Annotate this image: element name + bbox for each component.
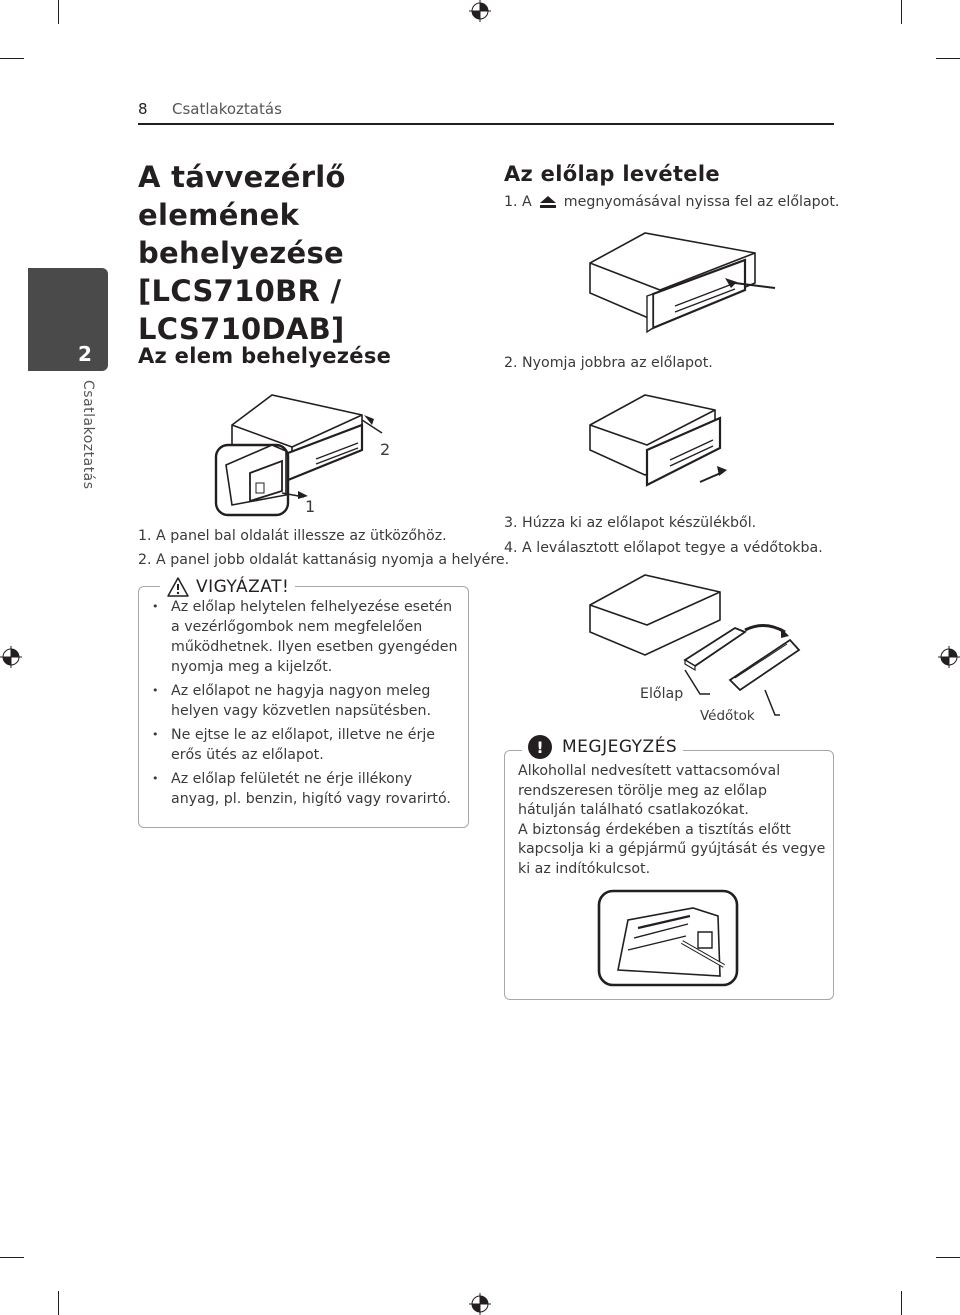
caution-title: VIGYÁZAT! bbox=[196, 577, 290, 597]
diagram-label-2: 2 bbox=[380, 440, 391, 459]
note-header bbox=[522, 734, 683, 760]
connector-cleaning-diagram bbox=[598, 890, 738, 986]
page-number: 8 bbox=[138, 100, 148, 118]
note-badge-icon: ! bbox=[528, 735, 552, 759]
crop-mark bbox=[0, 1257, 24, 1258]
step-suffix: megnyomásával nyissa fel az előlapot. bbox=[563, 194, 840, 210]
crop-mark bbox=[0, 58, 24, 59]
list-item: • Az előlap helytelen felhelyezése esetén a vezérlőgombok nem megfelelően működhetnek. Ilyen esetben gyengéden nyomja meg a kijelzőt. bbox=[152, 597, 464, 677]
note-title: MEGJEGYZÉS bbox=[562, 737, 678, 757]
section-title: Az előlap levétele bbox=[504, 162, 720, 186]
step-text: 2. Nyomja jobbra az előlapot. bbox=[504, 355, 713, 371]
crop-mark bbox=[936, 58, 960, 59]
header-rule bbox=[138, 123, 834, 125]
step-text: 2. A panel jobb oldalát kattanásig nyomja a helyére. bbox=[138, 552, 510, 568]
step-text: 3. Húzza ki az előlapot készülékből. bbox=[504, 515, 757, 531]
registration-mark-icon bbox=[469, 1293, 491, 1315]
warning-triangle-icon bbox=[166, 576, 190, 598]
step-text: 4. A leválasztott előlapot tegye a védőtokba. bbox=[504, 540, 823, 556]
note-body bbox=[518, 762, 828, 879]
step-text: 1. A panel bal oldalát illessze az ütközőhöz. bbox=[138, 528, 447, 544]
list-item: • Ne ejtse le az előlapot, illetve ne érje erős ütés az előlapot. bbox=[152, 725, 464, 765]
caution-list bbox=[152, 597, 464, 813]
list-item: • Az előlap felületét ne érje illékony anyag, pl. benzin, higító vagy rovarirtó. bbox=[152, 769, 464, 809]
case-label: Védőtok bbox=[700, 708, 755, 724]
note-paragraph: A biztonság érdekében a tisztítás előtt kapcsolja ki a gépjármű gyújtását és vegye ki az indítókulcsot. bbox=[518, 821, 826, 877]
list-item: • Az előlapot ne hagyja nagyon meleg helyen vagy közvetlen napsütésben. bbox=[152, 681, 464, 721]
registration-mark-icon bbox=[0, 646, 22, 668]
subsection-title: Az elem behelyezése bbox=[138, 344, 392, 368]
faceplate-case-diagram bbox=[585, 570, 805, 720]
crop-mark bbox=[901, 0, 902, 24]
crop-mark bbox=[58, 1291, 59, 1315]
diagram-label-1: 1 bbox=[305, 497, 316, 516]
eject-button-icon bbox=[538, 194, 558, 210]
chapter-tab bbox=[28, 268, 108, 371]
faceplate-slide-diagram bbox=[585, 390, 785, 500]
crop-mark bbox=[936, 1257, 960, 1258]
crop-mark bbox=[901, 1291, 902, 1315]
running-header: Csatlakoztatás bbox=[172, 100, 282, 118]
faceplate-open-diagram bbox=[585, 228, 785, 338]
chapter-number: 2 bbox=[78, 342, 92, 366]
step-prefix: 1. A bbox=[504, 194, 532, 210]
faceplate-label: Előlap bbox=[640, 686, 684, 702]
note-paragraph: Alkohollal nedvesített vattacsomóval rendszeresen törölje meg az előlap hátulján található csatlakozókat. bbox=[518, 763, 781, 818]
section-title: A távvezérlő elemének behelyezése [LCS710BR / LCS710DAB] bbox=[138, 160, 346, 346]
chapter-label: Csatlakoztatás bbox=[80, 380, 96, 490]
step-text bbox=[504, 192, 839, 212]
crop-mark bbox=[58, 0, 59, 24]
registration-mark-icon bbox=[469, 0, 491, 22]
registration-mark-icon bbox=[938, 646, 960, 668]
